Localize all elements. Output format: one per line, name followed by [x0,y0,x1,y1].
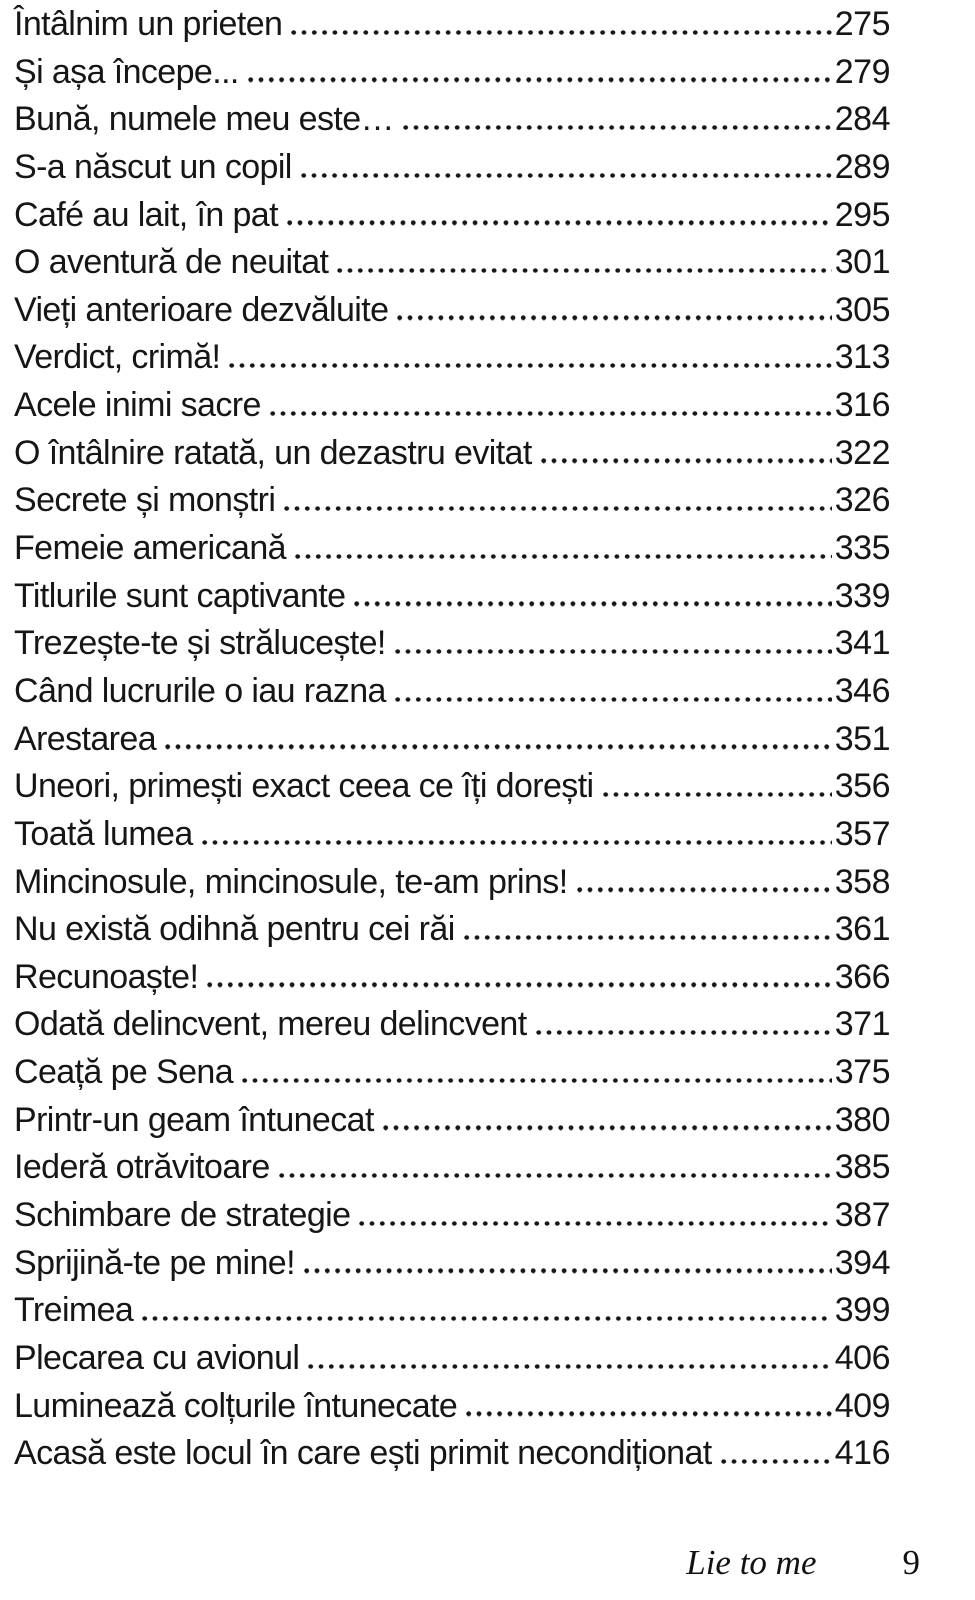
toc-entry-page-number: 326 [834,481,890,520]
toc-entry [14,1101,890,1149]
dot-leader [721,1459,832,1464]
toc-entry-page-number: 406 [834,1338,890,1377]
toc-entry [14,1339,890,1387]
toc-entry-title: Plecarea cu avionul [14,1338,300,1377]
toc-entry-page-number: 399 [834,1291,890,1330]
toc-entry-title: Femeie americană [14,529,286,568]
toc-entry-title: Întâlnim un prieten [14,5,283,43]
toc-entry-title: Vieți anterioare dezvăluite [14,290,389,329]
toc-entry-title: Odată delincvent, mereu delincvent [14,1005,527,1044]
dot-leader [359,1221,832,1226]
toc-entry-title: Toată lumea [14,814,193,853]
toc-entry [14,815,890,863]
toc-entry [14,1148,890,1196]
toc-entry [14,338,890,386]
toc-entry-page-number: 322 [834,433,890,472]
dot-leader [397,315,832,320]
toc-entry-page-number: 279 [834,52,890,91]
toc-entry-title: S-a născut un copil [14,147,292,186]
toc-entry-page-number: 371 [834,1005,890,1044]
toc-entry-page-number: 335 [834,529,890,568]
dot-leader [395,649,832,654]
dot-leader [577,887,832,892]
dot-leader [301,173,832,178]
toc-entry-title: O aventură de neuitat [14,243,329,282]
toc-entry-page-number: 301 [834,243,890,282]
toc-entry-page-number: 394 [834,1243,890,1282]
toc-entry-title: Când lucrurile o iau razna [14,671,386,710]
toc-entry-page-number: 380 [834,1100,890,1139]
toc-entry-page-number: 366 [834,957,890,996]
toc-entry-title: Verdict, crimă! [14,338,221,377]
toc-entry [14,1291,890,1339]
toc-entry-title: Treimea [14,1291,134,1330]
toc-entry-title: Café au lait, în pat [14,195,278,234]
dot-leader [403,125,832,130]
dot-leader [229,363,832,368]
toc-entry [14,767,890,815]
toc-entry [14,386,890,434]
toc-entry [14,5,890,53]
toc-entry-title: Mincinosule, mincinosule, te-am prins! [14,862,568,901]
toc-entry-title: Ceață pe Sena [14,1053,234,1092]
toc-entry-title: Recunoaște! [14,957,199,996]
toc-entry-title: Arestarea [14,719,157,758]
toc-entry-title: Luminează colțurile întunecate [14,1386,458,1425]
toc-entry [14,434,890,482]
toc-entry-title: O întâlnire ratată, un dezastru evitat [14,433,532,472]
toc-entry [14,910,890,958]
dot-leader [202,840,832,845]
toc-entry-title: Nu există odihnă pentru cei răi [14,910,455,949]
toc-entry-page-number: 357 [834,814,890,853]
dot-leader [541,458,832,463]
toc-entry-title: Acasă este locul în care ești primit necondiționat [14,1434,712,1473]
toc-entry-page-number: 409 [834,1386,890,1425]
toc-entry-title: Sprijină-te pe mine! [14,1243,295,1282]
toc-entry [14,1244,890,1292]
toc-entry [14,243,890,291]
toc-entry-page-number: 316 [834,386,890,425]
dot-leader [395,697,832,702]
toc-entry-page-number: 351 [834,719,890,758]
toc-entry-page-number: 356 [834,767,890,806]
dot-leader [270,411,832,416]
toc-entry-page-number: 387 [834,1196,890,1235]
dot-leader [287,220,832,225]
toc-entry-page-number: 284 [834,100,890,139]
dot-leader [242,1078,832,1083]
dot-leader [279,1173,832,1178]
book-title: Lie to me [686,1543,817,1582]
toc-entry-title: Acele inimi sacre [14,386,261,425]
dot-leader [383,1125,832,1130]
toc-entry [14,1005,890,1053]
dot-leader [464,935,832,940]
dot-leader [308,1364,832,1369]
toc-entry-title: Trezește-te și strălucește! [14,624,386,663]
toc-entry-page-number: 305 [834,290,890,329]
toc-entry-title: Secrete și monștri [14,481,276,520]
toc-entry-page-number: 289 [834,147,890,186]
toc-entry [14,624,890,672]
toc-entry-title: Schimbare de strategie [14,1196,351,1235]
toc-entry [14,1434,890,1482]
toc-entry-page-number: 275 [834,5,890,43]
dot-leader [291,30,832,35]
toc-entry-title: Bună, numele meu este… [14,100,394,139]
dot-leader [284,506,832,511]
toc-entry-page-number: 341 [834,624,890,663]
toc-entry-page-number: 416 [834,1434,890,1473]
dot-leader [603,792,833,797]
toc-entry [14,672,890,720]
toc-entry [14,1196,890,1244]
toc-entry [14,863,890,911]
dot-leader [142,1316,832,1321]
toc-entry-page-number: 358 [834,862,890,901]
toc-entry-title: Și așa începe... [14,52,239,91]
toc-entry-title: Uneori, primești exact ceea ce îți dorești [14,767,594,806]
dot-leader [295,554,832,559]
toc-entry [14,148,890,196]
dot-leader [304,1268,832,1273]
toc-entry [14,100,890,148]
dot-leader [536,1030,832,1035]
page-footer [0,1543,920,1583]
dot-leader [466,1411,832,1416]
page-number: 9 [902,1543,920,1582]
toc-entry-page-number: 339 [834,576,890,615]
dot-leader [165,744,832,749]
toc-entry [14,53,890,101]
toc-entry-title: Titlurile sunt captivante [14,576,346,615]
toc-entry [14,1387,890,1435]
toc-entry [14,481,890,529]
toc-entry-page-number: 361 [834,910,890,949]
dot-leader [337,268,832,273]
toc-entry-page-number: 375 [834,1053,890,1092]
toc-entry [14,1053,890,1101]
toc-entry-title: Iederă otrăvitoare [14,1148,270,1187]
toc-entry-page-number: 346 [834,671,890,710]
toc-entry-page-number: 295 [834,195,890,234]
toc-entry [14,958,890,1006]
toc-entry-page-number: 313 [834,338,890,377]
toc-entry [14,529,890,577]
toc-entry [14,291,890,339]
toc-entry [14,196,890,244]
dot-leader [207,982,832,987]
toc-entry-title: Printr-un geam întunecat [14,1100,374,1139]
toc-entry [14,577,890,625]
toc-entry-page-number: 385 [834,1148,890,1187]
dot-leader [248,77,832,82]
toc-entry [14,720,890,768]
dot-leader [354,601,832,606]
